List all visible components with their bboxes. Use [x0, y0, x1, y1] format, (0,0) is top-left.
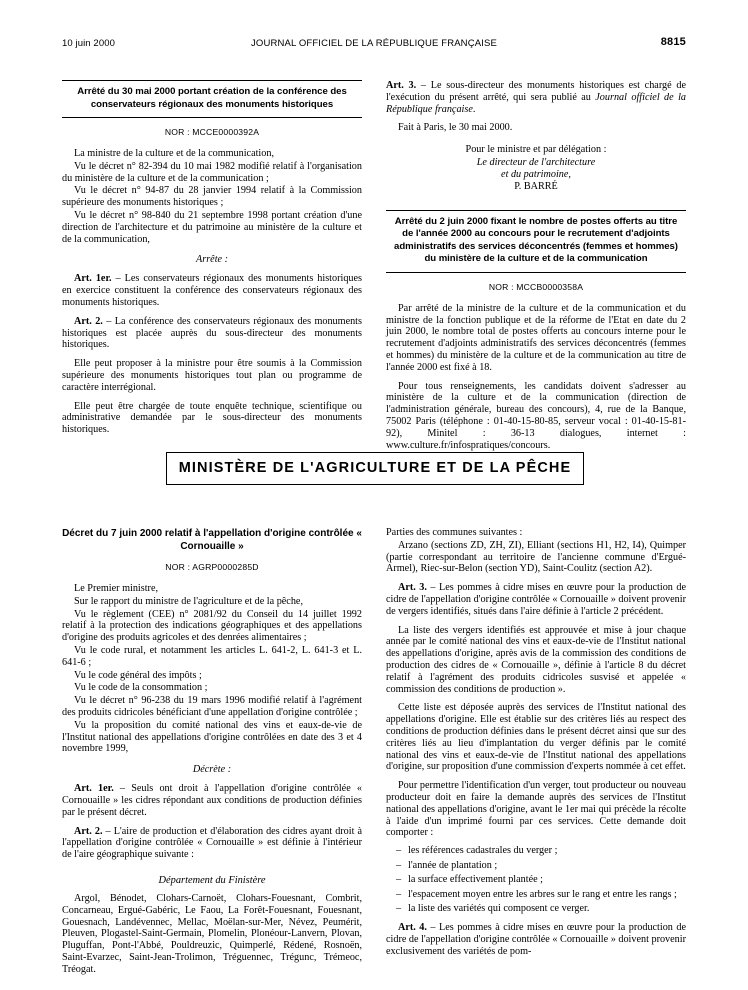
signature-role-line1: Le directeur de l'architecture	[476, 156, 596, 168]
paragraph: Vu le décret n° 96-238 du 19 mars 1996 modifié relatif à l'agrément des produits cidricoles bénéficiant d'une appellation d'origine contrôlée ;	[62, 695, 362, 718]
column-one	[62, 80, 362, 436]
requirements-list	[386, 845, 686, 915]
column-three	[62, 527, 362, 976]
page-header	[62, 38, 686, 60]
paragraph: Elle peut être chargée de toute enquête technique, scientifique ou administrative demandée par le sous-directeur des monuments historiques.	[62, 400, 362, 436]
decrete-keyword: Décrète :	[192, 764, 232, 776]
signature-role-line2: et du patrimoine,	[501, 169, 571, 180]
nor-code-3: NOR : AGRP0000285D	[165, 562, 259, 572]
paragraph: Pour tous renseignements, les candidats doivent s'adresser au ministère de la culture et de la communication (direction de l'administration générale, bureau des concours), 4, rue de la Banque, 75002 Paris (téléphone : 01-40-15-80-85, serveur vocal : 01-40-15-81-92), Minitel : 36-13 dialogues, internet : www.culture.fr/infospratiques/concours.	[386, 380, 686, 451]
article-2: Art. 2. – L'aire de production et d'élaboration des cidres ayant droit à l'appellation d'origine contrôlée « Cornouaille » est définie à l'intérieur de l'aire géographique suivante :	[62, 825, 362, 861]
ministry-banner	[166, 452, 584, 485]
paragraph: Vu le décret n° 94-87 du 28 janvier 1994 relatif à la Commission supérieure des monuments historiques ;	[62, 185, 362, 209]
arrete-title: Arrêté du 30 mai 2000 portant création de la conférence des conservateurs régionaux des monuments historiques	[77, 86, 347, 110]
column-four	[386, 527, 686, 958]
decret-title: Décret du 7 juin 2000 relatif à l'appellation d'origine contrôlée « Cornouaille »	[62, 528, 362, 552]
communes-list: Argol, Bénodet, Clohars-Carnoët, Clohars-Fouesnant, Combrit, Concarneau, Ergué-Gabéric, Le Faou, La Forêt-Fouesnant, Fouesnant, Gouesnach, Landévennec, Mellac, Moëlan-sur-Mer, Névez, Peumérit, Pleuven, Plogastel-Saint-Germain, Plomelin, Plonéour-Lanvern, Plovan, Pluguffan, Pont-l'Abbé, Pouldreuzic, Quimperlé, Rédené, Rosnoën, Saint-Evarzec, Saint-Jean-Trolimon, Tréguennec, Trégunc, Trémeoc, Tréogat.	[62, 892, 362, 975]
list-item: – l'année de plantation ;	[386, 860, 686, 872]
paragraph: Pour permettre l'identification d'un verger, tout producteur ou nouveau producteur doit en faire la demande auprès des services de l'Institut national des appellations d'origine, avant le 1er mai qui précède la récolte à l'aide d'un imprimé fourni par ces services. Cette demande doit comporter :	[386, 780, 686, 839]
list-item: – la liste des variétés qui composent ce verger.	[386, 903, 686, 915]
list-item: – la surface effectivement plantée ;	[386, 874, 686, 886]
paragraph: Fait à Paris, le 30 mai 2000.	[398, 122, 513, 134]
paragraph: La ministre de la culture et de la communication,	[74, 148, 274, 159]
arrete2-title: Arrêté du 2 juin 2000 fixant le nombre de postes offerts au titre de l'année 2000 au concours pour le recrutement d'adjoints administratifs des services déconcentrés (femmes et hommes) du ministère de la culture et de la communication	[394, 215, 678, 265]
nor-code: NOR : MCCE0000392A	[164, 127, 260, 137]
ministry-banner-label: MINISTÈRE DE L'AGRICULTURE ET DE LA PÊCHE	[178, 460, 572, 476]
nor-code-2: NOR : MCCB0000358A	[488, 281, 584, 292]
signature-name: P. BARRÉ	[514, 181, 558, 193]
paragraph: Elle peut proposer à la ministre pour être soumis à la Commission supérieure des monuments historiques tout plan ou programme de caractère interrégional.	[62, 358, 362, 393]
paragraph: Vu le code de la consommation ;	[74, 682, 208, 694]
paragraph: Cette liste est déposée auprès des services de l'Institut national des appellations d'origine. Elle est établie sur des critères liés au respect des conditions de production définies dans le présent décret ainsi que sur des critères liés au lieu d'implantation du verger définis par le comité national des vins et eaux-de-vie de l'Institut national des appellations d'origine, sur proposition d'une commission d'experts nommée à cet effet.	[386, 702, 686, 773]
article-3: Art. 3. – Les pommes à cidre mises en œuvre pour la production de cidre de l'appellation d'origine contrôlée « Cornouaille » doivent provenir de vergers identifiés, situés dans l'aire définie à l'article 2 précédent.	[386, 582, 687, 617]
article-2: Art. 2. – La conférence des conservateurs régionaux des monuments historiques est placée auprès du sous-directeur des monuments historiques.	[62, 315, 362, 351]
paragraph: Vu la proposition du comité national des vins et eaux-de-vie de l'Institut national des appellations d'origine contrôlées en date des 3 et 4 novembre 1999,	[62, 719, 362, 755]
signature-block	[386, 144, 686, 194]
paragraph: Par arrêté de la ministre de la culture et de la communication et du ministre de la fonction publique et de la réforme de l'Etat en date du 2 juin 2000, le nombre total de postes offerts au concours interne pour le recrutement d'adjoints administratifs des services déconcentrés (femmes et hommes) du ministère de la culture et de la communication au titre de l'année 2000 est fixé à 18.	[386, 302, 686, 373]
article-1: Art. 1er. – Les conservateurs régionaux des monuments historiques en exercice constituent la conférence des conservateurs régionaux des monuments historiques.	[62, 273, 362, 308]
paragraph: Vu le règlement (CEE) n° 2081/92 du Conseil du 14 juillet 1992 relatif à la protection des indications géographiques et des appellations d'origine des produits agricoles et des denrées alimentaires ;	[62, 608, 362, 644]
arrete2-title-box	[386, 210, 686, 273]
column-two	[386, 80, 686, 451]
department-heading: Département du Finistère	[158, 874, 266, 886]
paragraph: Vu le décret n° 82-394 du 10 mai 1982 modifié relatif à l'organisation du ministère de la culture et de la communication ;	[62, 160, 362, 184]
header-date: 10 juin 2000	[62, 38, 115, 49]
paragraph: La liste des vergers identifiés est approuvée et mise à jour chaque année par le comité national des vins et eaux-de-vie de l'Institut national des appellations d'origine, après avis de la commission des conditions de production des cidres de « Cornouaille », définie à l'article 8 du décret relatif à l'agrément des produits cidricoles susvisé et appelée « commission des conditions de production ».	[386, 624, 686, 695]
paragraph: Arzano (sections ZD, ZH, ZI), Elliant (sections H1, H2, I4), Quimper (partie correspondant au territoire de l'ancienne commune d'Ergué-Armel), Riec-sur-Belon (section YD), Saint-Coulitz (section A2).	[386, 539, 686, 575]
article-3: Art. 3. – Le sous-directeur des monuments historiques est chargé de l'exécution du présent arrêté, qui sera publié au Journal officiel de la République française.	[386, 80, 686, 115]
header-title: JOURNAL OFFICIEL DE LA RÉPUBLIQUE FRANÇAISE	[251, 38, 497, 49]
list-item: – les références cadastrales du verger ;	[386, 845, 686, 857]
paragraph: Vu le code général des impôts ;	[74, 669, 202, 681]
signature-delegation: Pour le ministre et par délégation :	[465, 144, 607, 156]
paragraph: Sur le rapport du ministre de l'agriculture et de la pêche,	[74, 595, 303, 607]
arrete-keyword: Arrête :	[196, 254, 228, 266]
article-1: Art. 1er. – Seuls ont droit à l'appellation d'origine contrôlée « Cornouaille » les cidres répondant aux conditions de production définies par le présent décret.	[62, 783, 362, 818]
paragraph: Vu le décret n° 98-840 du 21 septembre 1998 portant création d'une direction de l'architecture et du patrimoine au ministère de la culture et de la communication,	[62, 209, 362, 245]
header-page-number: 8815	[660, 36, 686, 48]
paragraph: Vu le code rural, et notamment les articles L. 641-2, L. 641-3 et L. 641-6 ;	[62, 644, 362, 668]
list-item: – l'espacement moyen entre les arbres sur le rang et entre les rangs ;	[386, 889, 686, 901]
paragraph: Parties des communes suivantes :	[386, 527, 523, 538]
arrete-title-box	[62, 80, 362, 118]
paragraph: Le Premier ministre,	[74, 583, 159, 594]
article-4: Art. 4. – Les pommes à cidre mises en œuvre pour la production de cidre de l'appellation d'origine contrôlée « Cornouaille » doivent provenir exclusivement des variétés de pom-	[386, 922, 687, 957]
